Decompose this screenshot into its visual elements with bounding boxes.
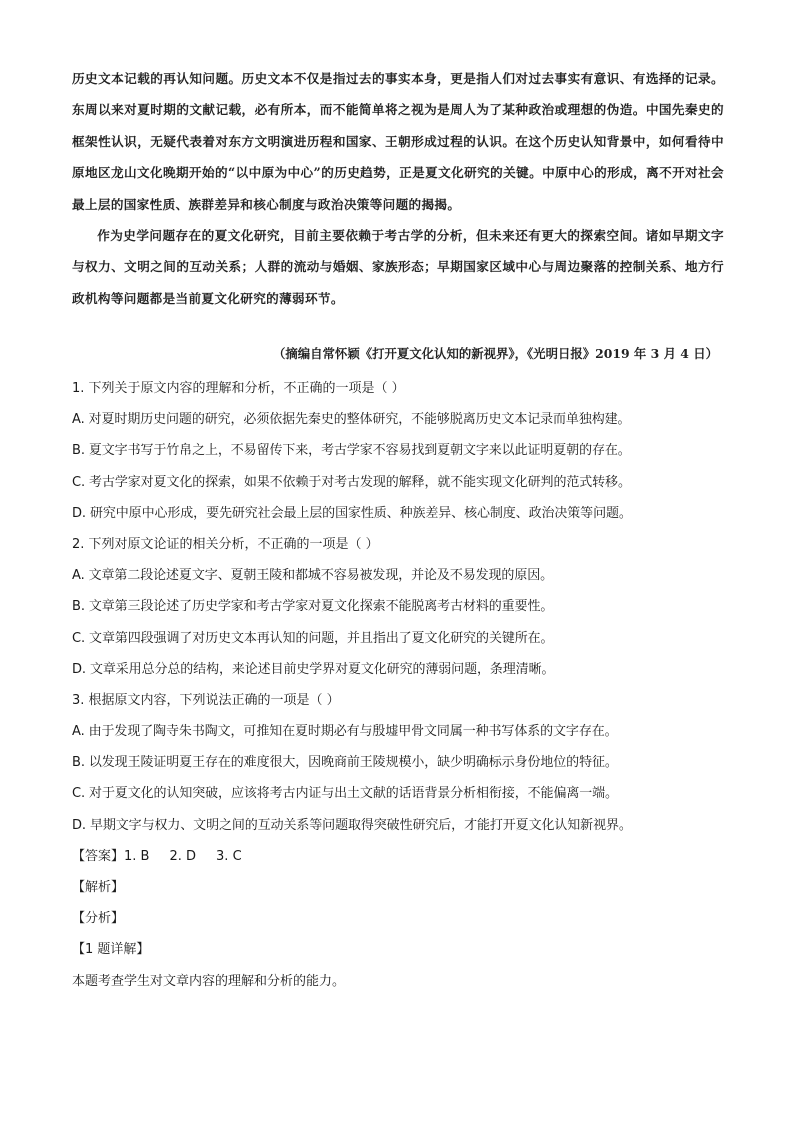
question-2-option-a: A. 文章第二段论述夏文字、夏朝王陵和都城不容易被发现，并论及不易发现的原因。 <box>72 568 554 584</box>
question-1-option-a: A. 对夏时期历史问题的研究，必须依据先秦史的整体研究，不能够脱离历史文本记录而单独构建。 <box>72 412 631 428</box>
question-3-option-b: B. 以发现王陵证明夏王存在的难度很大，因晚商前王陵规模小，缺少明确标示身份地位的特征。 <box>72 755 618 771</box>
question-2-stem: 2. 下列对原文论证的相关分析，不正确的一项是（ ） <box>72 536 379 552</box>
answer-label: 【答案】 <box>72 848 125 864</box>
question-3-stem: 3. 根据原文内容，下列说法正确的一项是（ ） <box>72 692 340 708</box>
question-3-option-c: C. 对于夏文化的认知突破，应该将考古内证与出土文献的话语背景分析相衔接，不能偏离一端。 <box>72 786 618 802</box>
reading-passage <box>72 63 724 314</box>
answer-item-3: 3. C <box>216 848 242 864</box>
question-1-option-b: B. 夏文字书写于竹帛之上，不易留传下来，考古学家不容易找到夏朝文字来以此证明夏朝的存在。 <box>72 443 631 459</box>
answer-item-1: 1. B <box>124 848 150 864</box>
question-2-option-b: B. 文章第三段论述了历史学家和考古学家对夏文化探索不能脱离考古材料的重要性。 <box>72 599 554 615</box>
source-citation: （摘编自常怀颖《打开夏文化认知的新视界》，《光明日报》2019 年 3 月 4 日） <box>272 346 718 361</box>
question-1-option-c: C. 考古学家对夏文化的探索，如果不依赖于对考古发现的解释，就不能实现文化研判的范式转移。 <box>72 474 631 490</box>
question-1-stem: 1. 下列关于原文内容的理解和分析，不正确的一项是（ ） <box>72 381 405 396</box>
question-1-detail-title: 【1 题详解】 <box>72 942 150 958</box>
question-3-option-d: D. 早期文字与权力、文明之间的互动关系等问题取得突破性研究后，才能打开夏文化认知新视界。 <box>72 817 632 833</box>
questions-section <box>72 373 722 997</box>
question-1-option-d: D. 研究中原中心形成，要先研究社会最上层的国家性质、种族差异、核心制度、政治决策等问题。 <box>72 505 632 521</box>
question-2-option-c: C. 文章第四段强调了对历史文本再认知的问题，并且指出了夏文化研究的关键所在。 <box>72 630 554 646</box>
answer-item-2: 2. D <box>169 848 197 864</box>
passage-paragraph-2: 作为史学问题存在的夏文化研究，目前主要依赖于考古学的分析，但未来还有更大的探索空间。诸如早期文字与权力、文明之间的互动关系；人群的流动与婚姻、家族形态；早期国家区域中心与周边聚落的控制关系、地方行政机构等问题都是当前夏文化研究的薄弱环节。 <box>72 228 724 306</box>
question-1-detail-text: 本题考查学生对文章内容的理解和分析的能力。 <box>72 973 346 989</box>
question-2-option-d: D. 文章采用总分总的结构，来论述目前史学界对夏文化研究的薄弱问题，条理清晰。 <box>72 661 555 677</box>
question-3-option-a: A. 由于发现了陶寺朱书陶文，可推知在夏时期必有与殷墟甲骨文同属一种书写体系的文字存在。 <box>72 724 618 740</box>
passage-paragraph-1: 历史文本记载的再认知问题。历史文本不仅是指过去的事实本身，更是指人们对过去事实有意识、有选择的记录。东周以来对夏时期的文献记载，必有所本，而不能简单将之视为是周人为了某种政治或理想的伪造。中国先秦史的框架性认识，无疑代表着对东方文明演进历程和国家、王朝形成过程的认识。在这个历史认知背景中，如何看待中原地区龙山文化晚期开始的“以中原为中心”的历史趋势，正是夏文化研究的关键。中原中心的形成，离不开对社会最上层的国家性质、族群差异和核心制度与政治决策等问题的揭揭。 <box>72 71 724 212</box>
answer-line <box>72 841 722 872</box>
analysis-heading: 【解析】 <box>72 880 125 895</box>
analysis-subheading: 【分析】 <box>72 911 125 927</box>
